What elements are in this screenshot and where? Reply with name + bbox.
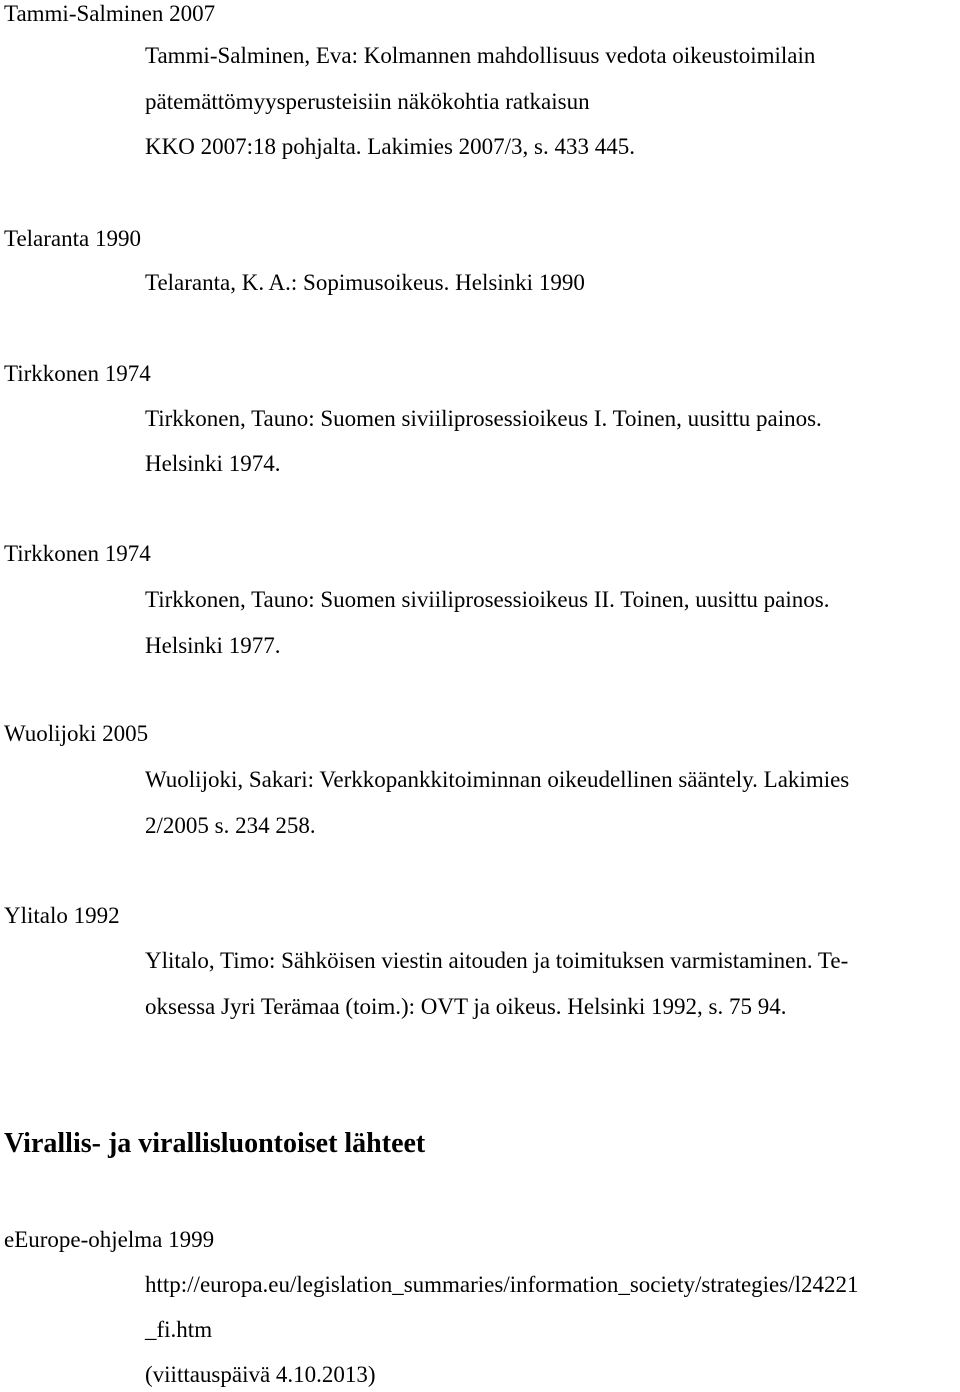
reference-key: Tirkkonen 1974 <box>4 361 151 386</box>
reference-text: pätemättömyysperusteisiin näkökohtia ratkaisun <box>145 89 590 114</box>
reference-key: eEurope-ohjelma 1999 <box>4 1227 215 1252</box>
reference-text: Wuolijoki, Sakari: Verkkopankkitoiminnan oikeudellinen sääntely. Lakimies <box>145 767 850 792</box>
section-heading: Virallis- ja virallisluontoiset lähteet <box>4 1128 426 1159</box>
reference-url: http://europa.eu/legislation_summaries/information_society/strategies/l24221 <box>145 1272 859 1297</box>
reference-text: Ylitalo, Timo: Sähköisen viestin aitouden ja toimituksen varmistaminen. Te- <box>145 948 849 973</box>
reference-access-date: (viittauspäivä 4.10.2013) <box>145 1362 376 1387</box>
reference-key: Tammi-Salminen 2007 <box>4 1 216 26</box>
reference-text: Helsinki 1977. <box>145 633 281 658</box>
reference-key: Wuolijoki 2005 <box>4 721 149 746</box>
reference-key: Ylitalo 1992 <box>4 903 120 928</box>
reference-url-continued: _fi.htm <box>145 1317 213 1342</box>
reference-key: Tirkkonen 1974 <box>4 541 151 566</box>
reference-text: 2/2005 s. 234 258. <box>145 813 316 838</box>
reference-text: Tammi-Salminen, Eva: Kolmannen mahdollisuus vedota oikeustoimilain <box>145 43 816 68</box>
reference-text: Tirkkonen, Tauno: Suomen siviiliprosessioikeus II. Toinen, uusittu painos. <box>145 587 830 612</box>
reference-text: oksessa Jyri Terämaa (toim.): OVT ja oikeus. Helsinki 1992, s. 75 94. <box>145 994 787 1019</box>
reference-key: Telaranta 1990 <box>4 226 141 251</box>
reference-text: KKO 2007:18 pohjalta. Lakimies 2007/3, s. 433 445. <box>145 134 635 159</box>
reference-text: Helsinki 1974. <box>145 451 281 476</box>
reference-text: Telaranta, K. A.: Sopimusoikeus. Helsinki 1990 <box>145 270 585 295</box>
reference-text: Tirkkonen, Tauno: Suomen siviiliprosessioikeus I. Toinen, uusittu painos. <box>145 406 822 431</box>
